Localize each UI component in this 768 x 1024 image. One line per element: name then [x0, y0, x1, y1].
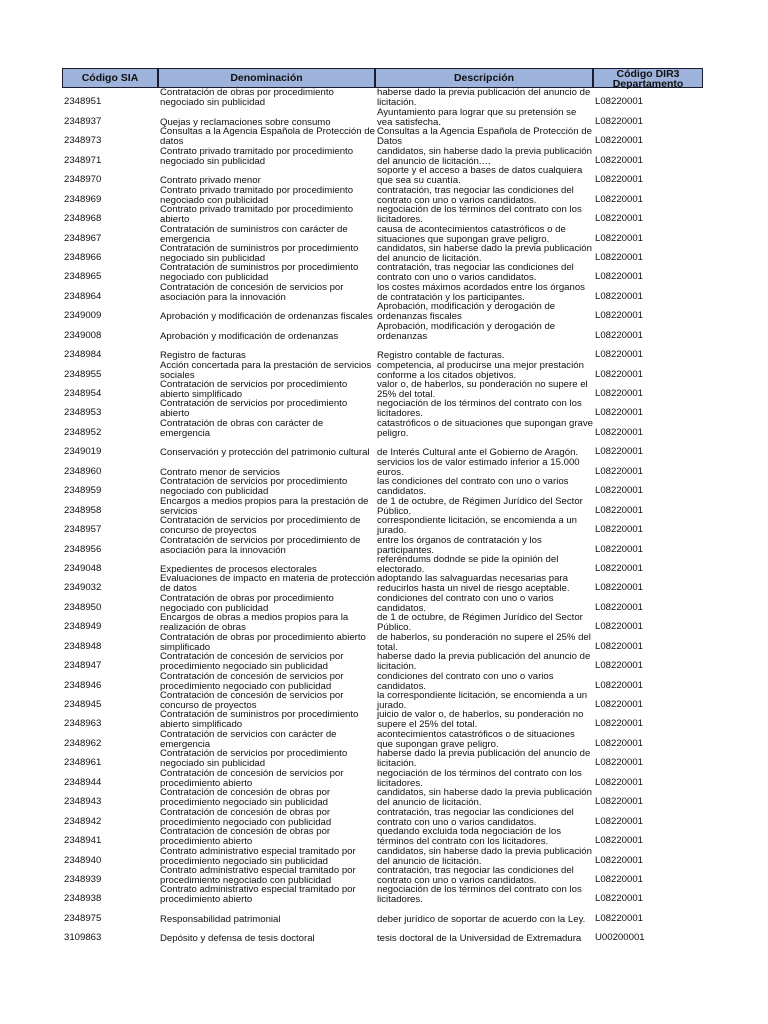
denominacion-cell: Contratación de servicios por procedimiento negociado con publicidad — [160, 476, 348, 498]
denominacion-cell: Contratación de obras por procedimiento negociado con publicidad — [160, 592, 334, 614]
descripcion-cell: Ayuntamiento para lograr que su pretensión se vea satisfecha. — [377, 106, 577, 128]
codigo-sia-cell: 2348968 — [64, 213, 102, 225]
table-row — [60, 884, 705, 906]
descripcion-cell: los costes máximos acordados entre los órganos de contratación y los participantes. — [377, 281, 585, 303]
denominacion-cell: Contrato privado tramitado por procedimiento abierto — [160, 204, 354, 226]
dir3-cell: L08220001 — [595, 893, 644, 905]
denominacion-cell: Contrato privado tramitado por procedimiento negociado sin publicidad — [160, 145, 354, 167]
denominacion-cell: Conservación y protección del patrimonio cultural — [160, 447, 370, 459]
spreadsheet — [60, 68, 705, 945]
descripcion-cell: Registro contable de facturas. — [377, 350, 505, 362]
codigo-sia-cell: 2348942 — [64, 815, 102, 827]
codigo-sia-cell: 2348969 — [64, 193, 102, 205]
descripcion-cell: haberse dado la previa publicación del anuncio de licitación. — [377, 87, 591, 109]
header-codigo-sia: Código SIA — [62, 68, 158, 88]
dir3-cell: L08220001 — [595, 135, 644, 147]
dir3-cell: L08220001 — [595, 174, 644, 186]
denominacion-cell: Contratación de suministros por procedimiento abierto simplificado — [160, 709, 359, 731]
denominacion-cell: Encargos a medios propios para la prestación de servicios — [160, 495, 369, 517]
denominacion-cell: Quejas y reclamaciones sobre consumo — [160, 116, 331, 128]
codigo-sia-cell: 2348940 — [64, 854, 102, 866]
denominacion-cell: Contratación de concesión de obras por procedimiento abierto — [160, 826, 331, 848]
dir3-cell: L08220001 — [595, 699, 644, 710]
denominacion-cell: Contratación de concesión de servicios por concurso de proyectos — [160, 690, 344, 711]
descripcion-cell: negociación de los términos del contrato con los licitadores. — [377, 884, 582, 906]
codigo-sia-cell: 2348949 — [64, 621, 102, 633]
descripcion-cell: de haberlos, su ponderación no supere el 25% del total. — [377, 631, 591, 653]
codigo-sia-cell: 2348965 — [64, 271, 102, 283]
descripcion-cell: candidatos, sin haberse dado la previa publicación del anuncio de licitación. — [377, 787, 592, 809]
descripcion-cell: de Interés Cultural ante el Gobierno de Aragón. — [377, 447, 579, 459]
dir3-cell: L08220001 — [595, 232, 644, 244]
descripcion-cell: contratación, tras negociar las condiciones del contrato con uno o varios candidatos. — [377, 864, 574, 886]
descripcion-cell: candidatos, sin haberse dado la previa publicación del anuncio de licitación. — [377, 242, 592, 264]
denominacion-cell: Contrato administrativo especial tramitado por procedimiento negociado con publicidad — [160, 864, 356, 886]
codigo-sia-cell: 2348952 — [64, 426, 102, 438]
dir3-cell: L08220001 — [595, 504, 644, 516]
descripcion-cell: correspondiente licitación, se encomienda a un jurado. — [377, 515, 577, 537]
dir3-cell: L08220001 — [595, 660, 644, 672]
codigo-sia-cell: 2349032 — [64, 582, 102, 594]
codigo-sia-cell: 2348960 — [64, 465, 102, 477]
dir3-cell: L08220001 — [595, 776, 644, 788]
descripcion-cell: valor o, de haberlos, su ponderación no supere el 25% del total. — [377, 379, 588, 400]
descripcion-cell: negociación de los términos del contrato con los licitadores. — [377, 204, 582, 226]
denominacion-cell: Contratación de suministros con carácter de emergencia — [160, 223, 348, 245]
denominacion-cell: Contratación de servicios por procedimiento negociado sin publicidad — [160, 748, 348, 770]
denominacion-cell: Contratación de concesión de servicios por procedimiento negociado con publicidad — [160, 670, 344, 692]
codigo-sia-cell: 2348959 — [64, 485, 102, 497]
denominacion-cell: Contratación de concesión de servicios por asociación para la innovación — [160, 281, 344, 303]
descripcion-cell: contratación, tras negociar las condiciones del contrato con uno o varios candidatos. — [377, 262, 574, 284]
dir3-cell: L08220001 — [595, 465, 644, 477]
descripcion-cell: candidatos, sin haberse dado la previa publicación del anuncio de licitación.… — [377, 145, 592, 167]
dir3-cell: L08220001 — [595, 368, 644, 380]
dir3-cell: L08220001 — [595, 329, 644, 341]
denominacion-cell: Contratación de concesión de servicios por procedimiento abierto — [160, 767, 344, 789]
denominacion-cell: Contratación de concesión de obras por procedimiento negociado con publicidad — [160, 806, 332, 828]
dir3-cell: L08220001 — [595, 873, 644, 885]
codigo-sia-cell: 2348943 — [64, 796, 102, 808]
codigo-sia-cell: 2348973 — [64, 135, 102, 147]
codigo-sia-cell: 2348945 — [64, 699, 102, 710]
denominacion-cell: Contratación de concesión de servicios por procedimiento negociado sin publicidad — [160, 651, 344, 673]
table-row — [60, 320, 705, 342]
dir3-cell: L08220001 — [595, 96, 644, 108]
denominacion-cell: Contratación de servicios por procedimiento abierto — [160, 398, 348, 420]
dir3-cell: L08220001 — [595, 562, 644, 574]
codigo-sia-cell: 2348966 — [64, 251, 102, 263]
descripcion-cell: las condiciones del contrato con uno o varios candidatos. — [377, 476, 569, 498]
descripcion-cell: de 1 de octubre, de Régimen Jurídico del Sector Público. — [377, 612, 583, 634]
denominacion-cell: Contratación de servicios por procedimiento de asociación para la innovación — [160, 534, 361, 556]
table-row — [60, 906, 705, 925]
dir3-cell: L08220001 — [595, 310, 644, 322]
descripcion-cell: acontecimientos catastróficos o de situaciones que supongan grave peligro. — [377, 728, 575, 750]
dir3-cell: L08220001 — [595, 679, 644, 691]
dir3-cell: L08220001 — [595, 815, 644, 827]
descripcion-cell: adoptando las salvaguardas necesarias para reducirlos hasta un nivel de riesgo aceptable. — [377, 573, 570, 595]
header-denominacion: Denominación — [158, 68, 375, 88]
dir3-cell: L08220001 — [595, 640, 644, 652]
dir3-cell: L08220001 — [595, 446, 644, 458]
codigo-sia-cell: 2348944 — [64, 776, 102, 788]
codigo-sia-cell: 2348941 — [64, 835, 102, 847]
codigo-sia-cell: 2349008 — [64, 329, 102, 341]
dir3-cell: L08220001 — [595, 115, 644, 127]
denominacion-cell: Encargos de obras a medios propios para la realización de obras — [160, 612, 349, 634]
denominacion-cell: Depósito y defensa de tesis doctoral — [160, 933, 315, 945]
codigo-sia-cell: 2348984 — [64, 349, 102, 361]
denominacion-cell: Contrato administrativo especial tramitado por procedimiento abierto — [160, 884, 356, 906]
descripcion-cell: contratación, tras negociar las condiciones del contrato con uno o varios candidatos. — [377, 184, 574, 206]
descripcion-cell: haberse dado la previa publicación del anuncio de licitación. — [377, 651, 591, 673]
dir3-cell: L08220001 — [595, 582, 644, 594]
dir3-cell: L08220001 — [595, 524, 644, 536]
denominacion-cell: Contrato privado tramitado por procedimiento negociado con publicidad — [160, 184, 354, 206]
codigo-sia-cell: 2348954 — [64, 388, 102, 399]
codigo-sia-cell: 2348953 — [64, 407, 102, 419]
descripcion-cell: tesis doctoral de la Universidad de Extremadura — [377, 933, 582, 945]
codigo-sia-cell: 2348971 — [64, 154, 102, 166]
codigo-sia-cell: 2348938 — [64, 893, 102, 905]
dir3-cell: U00200001 — [595, 932, 645, 944]
dir3-cell: L08220001 — [595, 388, 644, 399]
denominacion-cell: Contratación de obras con carácter de emergencia — [160, 417, 324, 439]
denominacion-cell: Aprobación y modificación de ordenanzas — [160, 330, 339, 342]
dir3-cell: L08220001 — [595, 757, 644, 769]
dir3-cell: L08220001 — [595, 621, 644, 633]
codigo-sia-cell: 2348947 — [64, 660, 102, 672]
denominacion-cell: Contratación de suministros por procedimiento negociado con publicidad — [160, 262, 359, 284]
descripcion-cell: candidatos, sin haberse dado la previa publicación del anuncio de licitación. — [377, 845, 592, 867]
table-row — [60, 417, 705, 439]
denominacion-cell: Acción concertada para la prestación de servicios sociales — [160, 359, 372, 381]
dir3-cell: L08220001 — [595, 718, 644, 730]
dir3-cell: L08220001 — [595, 485, 644, 497]
descripcion-cell: Aprobación, modificación y derogación de ordenanzas fiscales — [377, 301, 556, 323]
codigo-sia-cell: 2349048 — [64, 562, 102, 574]
descripcion-cell: haberse dado la previa publicación del anuncio de licitación. — [377, 748, 591, 770]
codigo-sia-cell: 3109863 — [64, 932, 102, 944]
denominacion-cell: Expedientes de procesos electorales — [160, 563, 317, 575]
descripcion-cell: juicio de valor o, de haberlos, su ponderación no supere el 25% del total. — [377, 709, 584, 731]
denominacion-cell: Contratación de servicios con carácter de emergencia — [160, 728, 337, 750]
table-body — [60, 87, 705, 945]
dir3-cell: L08220001 — [595, 796, 644, 808]
codigo-sia-cell: 2348962 — [64, 737, 102, 749]
descripcion-cell: causa de acontecimientos catastróficos o de situaciones que supongan grave peligro. — [377, 223, 566, 245]
denominacion-cell: Contrato administrativo especial tramitado por procedimiento negociado sin publicidad — [160, 845, 356, 867]
denominacion-cell: Contratación de obras por procedimiento negociado sin publicidad — [160, 87, 334, 109]
codigo-sia-cell: 2348950 — [64, 601, 102, 613]
descripcion-cell: referéndums dodnde se pide la opinión del electorado. — [377, 553, 559, 575]
descripcion-cell: Consultas a la Agencia Española de Protección de Datos — [377, 126, 592, 148]
header-descripcion: Descripción — [375, 68, 593, 88]
denominacion-cell: Registro de facturas — [160, 350, 246, 362]
dir3-cell: L08220001 — [595, 601, 644, 613]
denominacion-cell: Evaluaciones de impacto en materia de protección de datos — [160, 573, 375, 595]
codigo-sia-cell: 2348955 — [64, 368, 102, 380]
dir3-cell: L08220001 — [595, 912, 644, 924]
codigo-sia-cell: 2348967 — [64, 232, 102, 244]
dir3-cell: L08220001 — [595, 426, 644, 438]
descripcion-cell: condiciones del contrato con uno o varios candidatos. — [377, 670, 554, 692]
codigo-sia-cell: 2348946 — [64, 679, 102, 691]
codigo-sia-cell: 2348937 — [64, 115, 102, 127]
dir3-cell: L08220001 — [595, 854, 644, 866]
descripcion-cell: entre los órganos de contratación y los participantes. — [377, 534, 542, 556]
dir3-cell: L08220001 — [595, 407, 644, 419]
descripcion-cell: de 1 de octubre, de Régimen Jurídico del Sector Público. — [377, 495, 583, 517]
descripcion-cell: servicios los de valor estimado inferior a 15.000 euros. — [377, 456, 580, 478]
codigo-sia-cell: 2349009 — [64, 310, 102, 322]
dir3-cell: L08220001 — [595, 154, 644, 166]
descripcion-cell: quedando excluida toda negociación de los términos del contrato con los licitadores. — [377, 826, 562, 848]
dir3-cell: L08220001 — [595, 835, 644, 847]
descripcion-cell: la correspondiente licitación, se encomienda a un jurado. — [377, 690, 588, 711]
codigo-sia-cell: 2348951 — [64, 96, 102, 108]
dir3-cell: L08220001 — [595, 290, 644, 302]
dir3-cell: L08220001 — [595, 251, 644, 263]
dir3-cell: L08220001 — [595, 737, 644, 749]
codigo-sia-cell: 2348963 — [64, 718, 102, 730]
header-dir3: Código DIR3 Departamento — [593, 68, 703, 88]
codigo-sia-cell: 2348957 — [64, 524, 102, 536]
denominacion-cell: Consultas a la Agencia Española de Protección de datos — [160, 126, 375, 148]
codigo-sia-cell: 2348970 — [64, 174, 102, 186]
dir3-cell: L08220001 — [595, 193, 644, 205]
dir3-cell: L08220001 — [595, 349, 644, 361]
descripcion-cell: Aprobación, modificación y derogación de ordenanzas — [377, 320, 556, 342]
codigo-sia-cell: 2348958 — [64, 504, 102, 516]
descripcion-cell: competencia, al producirse una mejor prestación conforme a los citados objetivos. — [377, 359, 584, 381]
codigo-sia-cell: 2348975 — [64, 912, 102, 924]
dir3-cell: L08220001 — [595, 213, 644, 225]
denominacion-cell: Contratación de servicios por procedimiento de concurso de proyectos — [160, 515, 361, 537]
denominacion-cell: Contrato privado menor — [160, 175, 261, 187]
denominacion-cell: Aprobación y modificación de ordenanzas fiscales — [160, 311, 373, 323]
codigo-sia-cell: 2349019 — [64, 446, 102, 458]
codigo-sia-cell: 2348956 — [64, 543, 102, 555]
dir3-cell: L08220001 — [595, 271, 644, 283]
denominacion-cell: Contratación de suministros por procedimiento negociado sin publicidad — [160, 242, 359, 264]
descripcion-cell: condiciones del contrato con uno o varios candidatos. — [377, 592, 554, 614]
denominacion-cell: Contrato menor de servicios — [160, 466, 280, 478]
codigo-sia-cell: 2348964 — [64, 290, 102, 302]
codigo-sia-cell: 2348961 — [64, 757, 102, 769]
codigo-sia-cell: 2348948 — [64, 640, 102, 652]
table-row — [60, 926, 705, 945]
descripcion-cell: negociación de los términos del contrato con los licitadores. — [377, 767, 582, 789]
descripcion-cell: deber jurídico de soportar de acuerdo con la Ley. — [377, 913, 586, 925]
descripcion-cell: soporte y el acceso a bases de datos cualquiera que sea su cuantía. — [377, 165, 583, 187]
descripcion-cell: catastróficos o de situaciones que supongan grave peligro. — [377, 417, 593, 439]
codigo-sia-cell: 2348939 — [64, 873, 102, 885]
dir3-cell: L08220001 — [595, 543, 644, 555]
denominacion-cell: Contratación de obras por procedimiento abierto simplificado — [160, 631, 366, 653]
denominacion-cell: Contratación de servicios por procedimiento abierto simplificado — [160, 379, 348, 400]
descripcion-cell: negociación de los términos del contrato con los licitadores. — [377, 398, 582, 420]
denominacion-cell: Responsabilidad patrimonial — [160, 913, 281, 925]
descripcion-cell: contratación, tras negociar las condiciones del contrato con uno o varios candidatos. — [377, 806, 574, 828]
denominacion-cell: Contratación de concesión de obras por procedimiento negociado sin publicidad — [160, 787, 331, 809]
